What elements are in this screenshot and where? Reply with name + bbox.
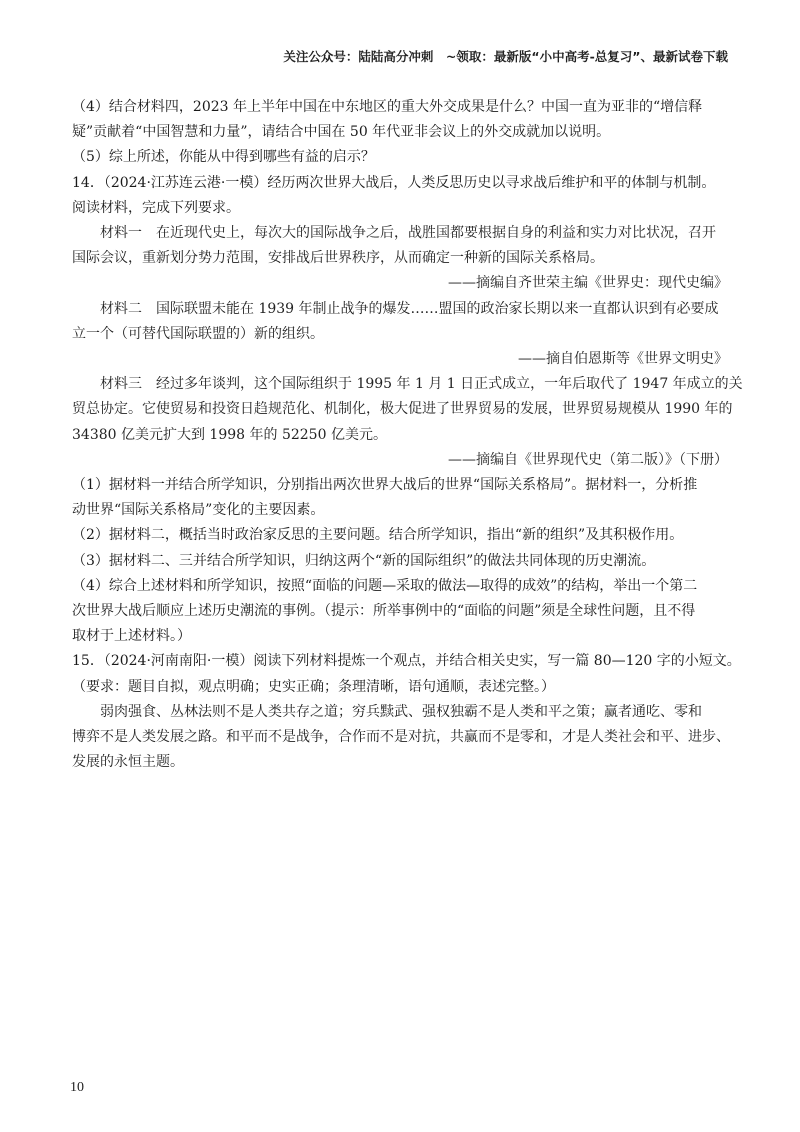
q14-sub4-line1: （4）综合上述材料和所学知识，按照“面临的问题—采取的做法—取得的成效”的结构，举出一个第二 <box>72 577 698 594</box>
q15-material-line1: 弱肉强食、丛林法则不是人类共存之道；穷兵黩武、强权独霸不是人类和平之策；赢者通吃、零和 <box>100 703 702 720</box>
q14-material2-line2: 立一个（可替代国际联盟的）新的组织。 <box>72 325 324 342</box>
q14-stem-line1: 14．（2024·江苏连云港·一模）经历两次世界大战后，人类反思历史以寻求战后维护和平的体制与机制。 <box>72 174 716 191</box>
q14-material3-source: ——摘编自《世界现代史（第二版）》（下册） <box>448 451 728 468</box>
q14-material3-line2: 贸总协定。它使贸易和投资日趋规范化、机制化，极大促进了世界贸易的发展，世界贸易规模从 1990 年的 <box>72 401 733 418</box>
q14-material3-line3: 34380 亿美元扩大到 1998 年的 52250 亿美元。 <box>72 426 387 443</box>
q14-stem-line2: 阅读材料，完成下列要求。 <box>72 199 240 216</box>
q14-sub4-line3: 取材于上述材料。） <box>72 628 191 645</box>
page-header: 关注公众号：陆陆高分冲刺 ~领取：最新版“小中高考-总复习”、最新试卷下载 <box>283 49 728 64</box>
q14-sub1-line1: （1）据材料一并结合所学知识，分别指出两次世界大战后的世界“国际关系格局”。据材料一，分析推 <box>72 477 698 494</box>
q14-material1-source: ——摘编自齐世荣主编《世界史：现代史编》 <box>448 275 728 292</box>
q14-material1-line1: 材料一 在近现代史上，每次大的国际战争之后，战胜国都要根据自身的利益和实力对比状况，召开 <box>100 225 716 242</box>
q15-material-line3: 发展的永恒主题。 <box>72 754 184 771</box>
q15-stem-line2: （要求：题目自拟，观点明确；史实正确；条理清晰，语句通顺，表述完整。） <box>72 678 555 695</box>
q14-sub1-line2: 动世界“国际关系格局”变化的主要因素。 <box>72 502 325 519</box>
page-content <box>72 95 743 775</box>
q14-sub2: （2）据材料二，概括当时政治家反思的主要问题。结合所学知识，指出“新的组织”及其积极作用。 <box>72 527 684 544</box>
q15-stem-line1: 15．（2024·河南南阳·一模）阅读下列材料提炼一个观点，并结合相关史实，写一篇 80—120 字的小短文。 <box>72 653 741 670</box>
q14-sub4-line2: 次世界大战后顺应上述历史潮流的事例。（提示：所举事例中的“面临的问题”须是全球性问题，且不得 <box>72 603 696 620</box>
q13-sub5: （5）综上所述，你能从中得到哪些有益的启示？ <box>72 149 375 166</box>
q14-material1-line2: 国际会议，重新划分势力范围，安排战后世界秩序，从而确定一种新的国际关系格局。 <box>72 250 604 267</box>
q14-sub3: （3）据材料二、三并结合所学知识，归纳这两个“新的国际组织”的做法共同体现的历史潮流。 <box>72 552 656 569</box>
q14-material2-source: ——摘自伯恩斯等《世界文明史》 <box>518 351 728 368</box>
page-number: 10 <box>70 1080 84 1095</box>
q14-material2-line1: 材料二 国际联盟未能在 1939 年制止战争的爆发……盟国的政治家长期以来一直都认识到有必要成 <box>100 300 719 317</box>
q13-sub4-line1: （4）结合材料四，2023 年上半年中国在中东地区的重大外交成果是什么？中国一直为亚非的“增信释 <box>72 99 703 115</box>
q14-material3-line1: 材料三 经过多年谈判，这个国际组织于 1995 年 1 月 1 日正式成立，一年后取代了 1947 年成立的关 <box>100 376 743 393</box>
q15-material-line2: 博弈不是人类发展之路。和平而不是战争，合作而不是对抗，共赢而不是零和，才是人类社会和平、进步、 <box>72 729 730 746</box>
q13-sub4-line2: 疑”贡献着“中国智慧和力量”，请结合中国在 50 年代亚非会议上的外交成就加以说明。 <box>72 124 611 141</box>
